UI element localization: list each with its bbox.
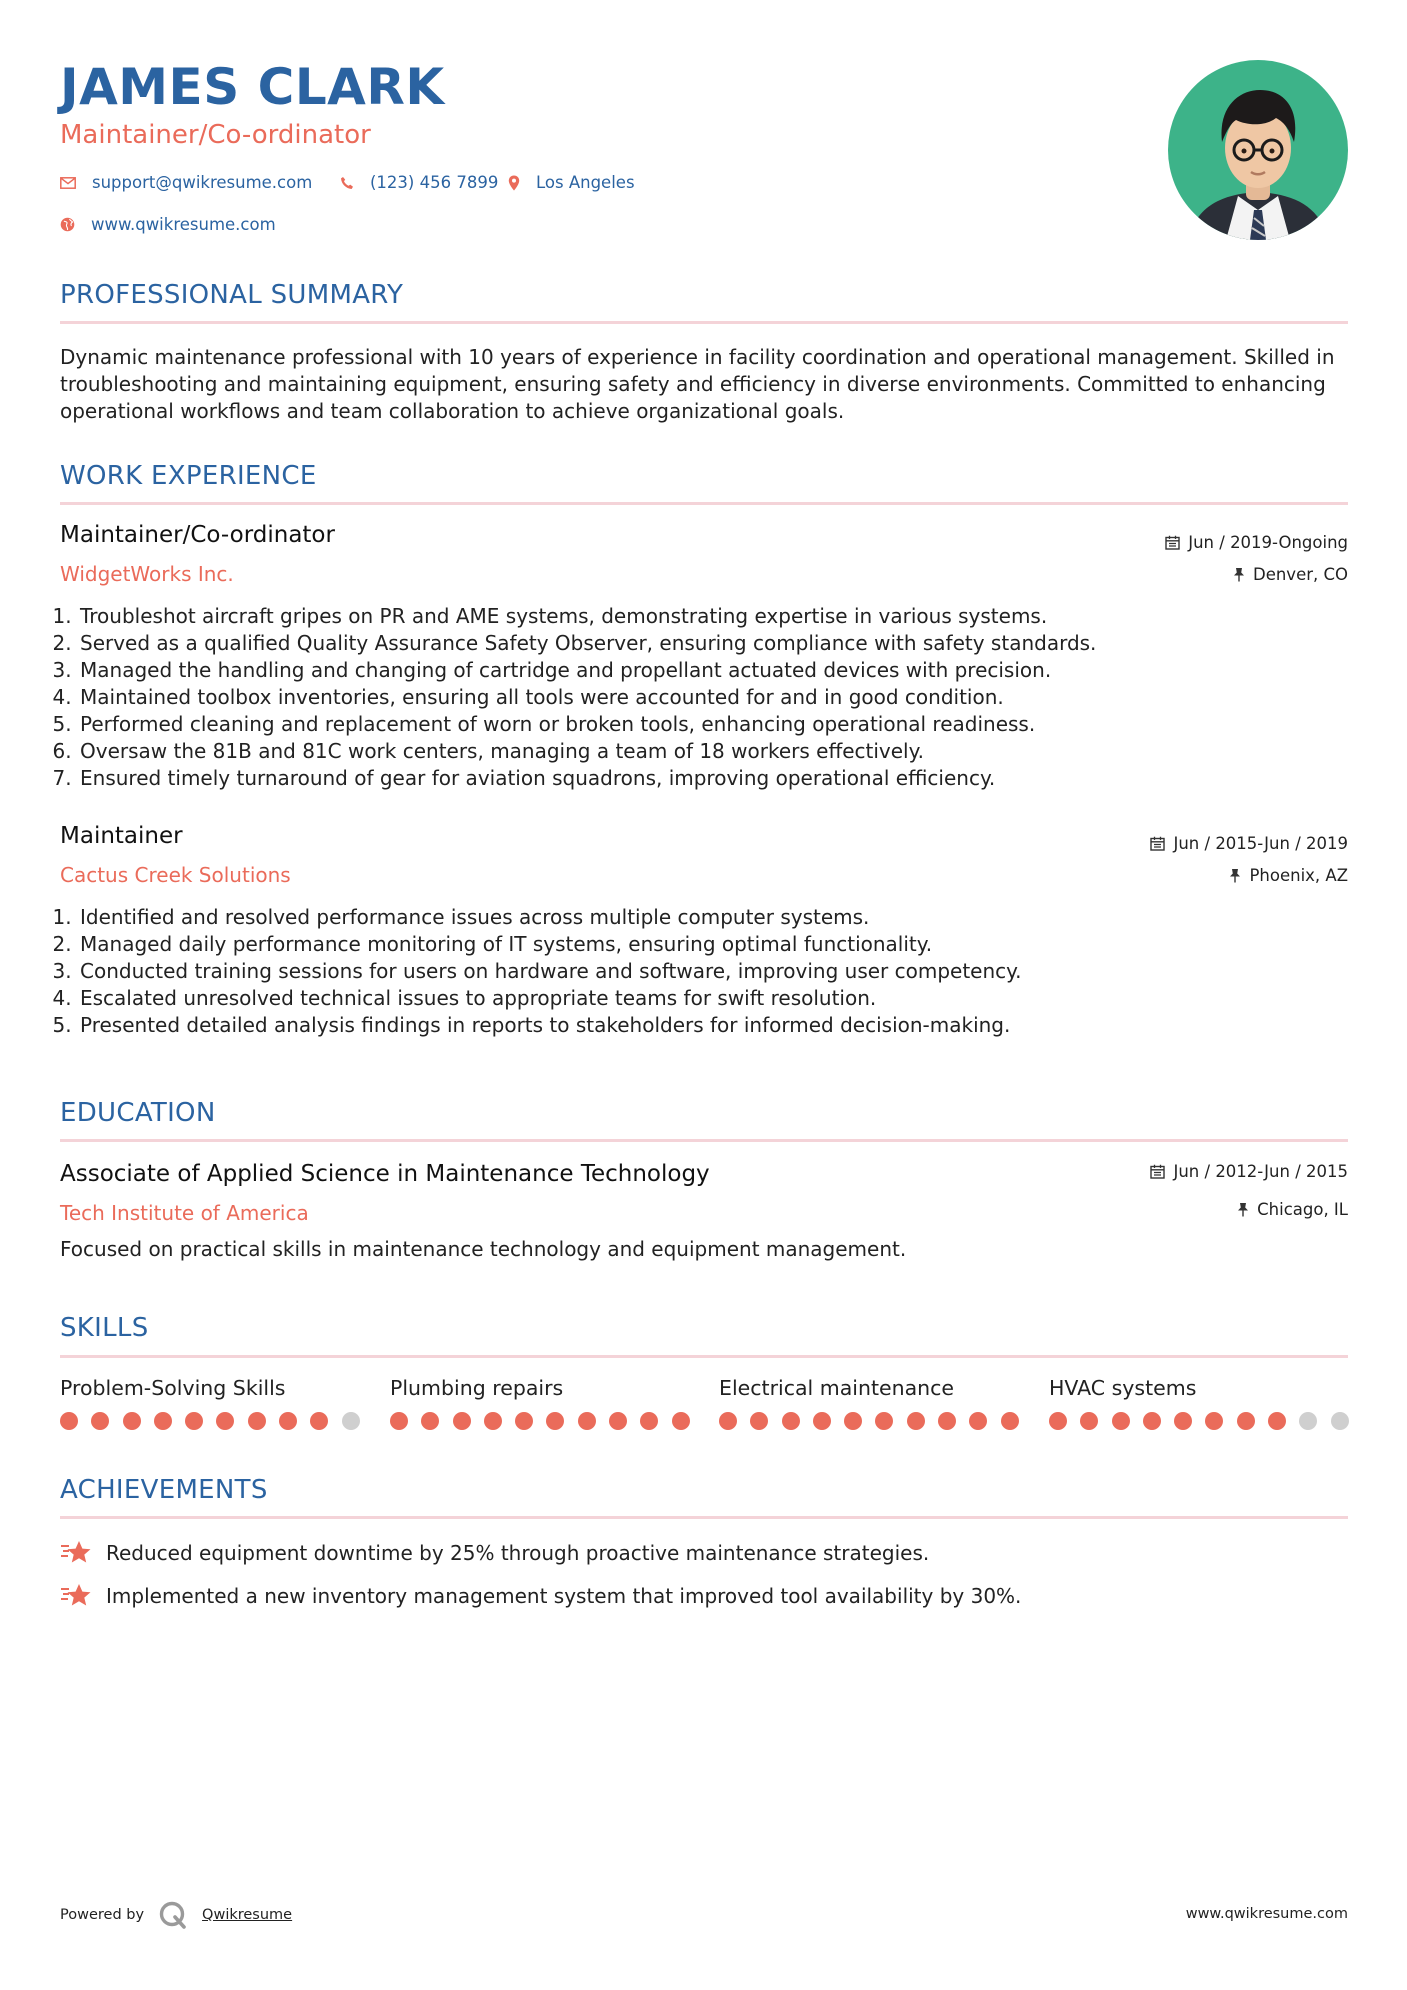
- pushpin-icon: [1233, 567, 1245, 582]
- rating-dot-filled: [1143, 1412, 1161, 1430]
- section-divider: [60, 1516, 1348, 1519]
- email-text: support@qwikresume.com: [92, 173, 313, 192]
- phone-text: (123) 456 7899: [370, 173, 499, 192]
- powered-by-label: Powered by: [60, 1907, 145, 1923]
- job-bullet: 1. Identified and resolved performance issues across multiple computer systems.: [78, 904, 1378, 931]
- rating-dot-filled: [969, 1412, 987, 1430]
- star-icon: [60, 1582, 92, 1610]
- rating-dot-empty: [1299, 1412, 1317, 1430]
- rating-dot-filled: [1001, 1412, 1019, 1430]
- globe-icon: [60, 217, 75, 232]
- job-location-text: Denver, CO: [1252, 565, 1348, 584]
- job-bullet: 2. Served as a qualified Quality Assurance Safety Observer, ensuring compliance with safety standards.: [78, 630, 1378, 657]
- skill-name: Electrical maintenance: [719, 1376, 955, 1400]
- calendar-icon: [1150, 1164, 1165, 1179]
- map-pin-icon: [508, 175, 520, 191]
- job-location: [1233, 565, 1348, 584]
- job-bullet: 3. Managed the handling and changing of cartridge and propellant actuated devices with precision.: [78, 657, 1378, 684]
- achievements-heading: ACHIEVEMENTS: [60, 1475, 268, 1505]
- job-bullets: [56, 603, 1378, 792]
- rating-dot-filled: [248, 1412, 266, 1430]
- rating-dot-filled: [750, 1412, 768, 1430]
- skill-rating: [719, 1412, 1032, 1430]
- rating-dot-filled: [1049, 1412, 1067, 1430]
- education-heading: EDUCATION: [60, 1098, 216, 1128]
- rating-dot-empty: [342, 1412, 360, 1430]
- location-contact: [508, 173, 635, 192]
- skill-name: Problem-Solving Skills: [60, 1376, 286, 1400]
- job-dates: [1150, 834, 1348, 853]
- rating-dot-filled: [1237, 1412, 1255, 1430]
- rating-dot-filled: [546, 1412, 564, 1430]
- skill-name: Plumbing repairs: [390, 1376, 564, 1400]
- skills-heading: SKILLS: [60, 1313, 149, 1343]
- rating-dot-filled: [390, 1412, 408, 1430]
- experience-heading: WORK EXPERIENCE: [60, 461, 317, 491]
- pushpin-icon: [1237, 1202, 1249, 1217]
- job-title: Maintainer/Co-ordinator: [60, 522, 335, 548]
- achievement-item: [60, 1582, 1021, 1610]
- rating-dot-filled: [1268, 1412, 1286, 1430]
- star-icon: [60, 1539, 92, 1567]
- rating-dot-empty: [1331, 1412, 1349, 1430]
- footer-website[interactable]: www.qwikresume.com: [1185, 1906, 1348, 1922]
- job-bullet: 2. Managed daily performance monitoring of IT systems, ensuring optimal functionality.: [78, 931, 1378, 958]
- section-divider: [60, 1139, 1348, 1142]
- job-bullet: 3. Conducted training sessions for users on hardware and software, improving user competency.: [78, 958, 1378, 985]
- job-bullet: 7. Ensured timely turnaround of gear for aviation squadrons, improving operational efficiency.: [78, 765, 1378, 792]
- rating-dot-filled: [310, 1412, 328, 1430]
- education-description: Focused on practical skills in maintenance technology and equipment management.: [60, 1237, 907, 1261]
- job-bullet: 5. Performed cleaning and replacement of worn or broken tools, enhancing operational readiness.: [78, 711, 1378, 738]
- job-dates: [1165, 533, 1348, 552]
- candidate-title: Maintainer/Co-ordinator: [60, 120, 371, 150]
- pushpin-icon: [1229, 868, 1241, 883]
- rating-dot-filled: [60, 1412, 78, 1430]
- rating-dot-filled: [813, 1412, 831, 1430]
- profile-photo: [1168, 60, 1348, 240]
- rating-dot-filled: [578, 1412, 596, 1430]
- rating-dot-filled: [185, 1412, 203, 1430]
- website-contact[interactable]: [60, 215, 276, 234]
- rating-dot-filled: [1112, 1412, 1130, 1430]
- summary-text: Dynamic maintenance professional with 10 years of experience in facility coordination and operational management. Skilled in troubleshooting and maintaining equipment, ensuring safety and efficiency in diverse environments. Committed to enhancing operational workflows and team collaboration to achieve organizational goals.: [60, 345, 1335, 423]
- candidate-name: JAMES CLARK: [60, 58, 445, 116]
- rating-dot-filled: [1205, 1412, 1223, 1430]
- section-divider: [60, 502, 1348, 505]
- job-bullet: 4. Maintained toolbox inventories, ensuring all tools were accounted for and in good condition.: [78, 684, 1378, 711]
- job-bullets: [56, 904, 1378, 1039]
- rating-dot-filled: [515, 1412, 533, 1430]
- phone-icon: [340, 176, 354, 190]
- rating-dot-filled: [279, 1412, 297, 1430]
- calendar-icon: [1150, 836, 1165, 851]
- job-bullet: 4. Escalated unresolved technical issues to appropriate teams for swift resolution.: [78, 985, 1378, 1012]
- section-divider: [60, 321, 1348, 324]
- qwikresume-logo-icon: [158, 1900, 188, 1930]
- job-dates-text: Jun / 2019-Ongoing: [1188, 533, 1348, 552]
- summary-heading: PROFESSIONAL SUMMARY: [60, 280, 404, 310]
- job-bullet: 1. Troubleshot aircraft gripes on PR and AME systems, demonstrating expertise in various systems.: [78, 603, 1378, 630]
- achievement-text: Implemented a new inventory management system that improved tool availability by 30%.: [106, 1584, 1022, 1608]
- rating-dot-filled: [91, 1412, 109, 1430]
- rating-dot-filled: [782, 1412, 800, 1430]
- job-location-text: Phoenix, AZ: [1249, 866, 1348, 885]
- rating-dot-filled: [640, 1412, 658, 1430]
- job-bullet: 6. Oversaw the 81B and 81C work centers, managing a team of 18 workers effectively.: [78, 738, 1378, 765]
- school-name: Tech Institute of America: [60, 1201, 309, 1225]
- phone-contact[interactable]: [340, 173, 498, 192]
- rating-dot-filled: [609, 1412, 627, 1430]
- education-location: [1237, 1200, 1348, 1219]
- section-divider: [60, 1355, 1348, 1358]
- skill-rating: [390, 1412, 703, 1430]
- calendar-icon: [1165, 535, 1180, 550]
- skill-rating: [1049, 1412, 1362, 1430]
- footer-powered-by: [60, 1900, 292, 1930]
- job-bullet: 5. Presented detailed analysis findings in reports to stakeholders for informed decision-making.: [78, 1012, 1378, 1039]
- skill-name: HVAC systems: [1049, 1376, 1197, 1400]
- rating-dot-filled: [719, 1412, 737, 1430]
- achievement-item: [60, 1539, 929, 1567]
- job-location: [1229, 866, 1348, 885]
- rating-dot-filled: [453, 1412, 471, 1430]
- rating-dot-filled: [907, 1412, 925, 1430]
- education-dates: [1150, 1162, 1348, 1181]
- rating-dot-filled: [875, 1412, 893, 1430]
- profile-photo-illustration: [1168, 60, 1348, 240]
- education-location-text: Chicago, IL: [1257, 1200, 1348, 1219]
- job-company: WidgetWorks Inc.: [60, 562, 234, 586]
- job-company: Cactus Creek Solutions: [60, 863, 291, 887]
- rating-dot-filled: [672, 1412, 690, 1430]
- job-title: Maintainer: [60, 823, 183, 849]
- rating-dot-filled: [484, 1412, 502, 1430]
- rating-dot-filled: [154, 1412, 172, 1430]
- email-contact[interactable]: [60, 173, 312, 192]
- rating-dot-filled: [1080, 1412, 1098, 1430]
- rating-dot-filled: [216, 1412, 234, 1430]
- website-text: www.qwikresume.com: [91, 215, 276, 234]
- degree-title: Associate of Applied Science in Maintenance Technology: [60, 1161, 710, 1187]
- envelope-icon: [60, 177, 76, 189]
- location-text: Los Angeles: [536, 173, 635, 192]
- skill-rating: [60, 1412, 373, 1430]
- rating-dot-filled: [844, 1412, 862, 1430]
- education-dates-text: Jun / 2012-Jun / 2015: [1173, 1162, 1348, 1181]
- qwikresume-link[interactable]: Qwikresume: [202, 1907, 293, 1923]
- rating-dot-filled: [123, 1412, 141, 1430]
- achievement-text: Reduced equipment downtime by 25% through proactive maintenance strategies.: [106, 1541, 930, 1565]
- rating-dot-filled: [1174, 1412, 1192, 1430]
- rating-dot-filled: [421, 1412, 439, 1430]
- rating-dot-filled: [938, 1412, 956, 1430]
- job-dates-text: Jun / 2015-Jun / 2019: [1173, 834, 1348, 853]
